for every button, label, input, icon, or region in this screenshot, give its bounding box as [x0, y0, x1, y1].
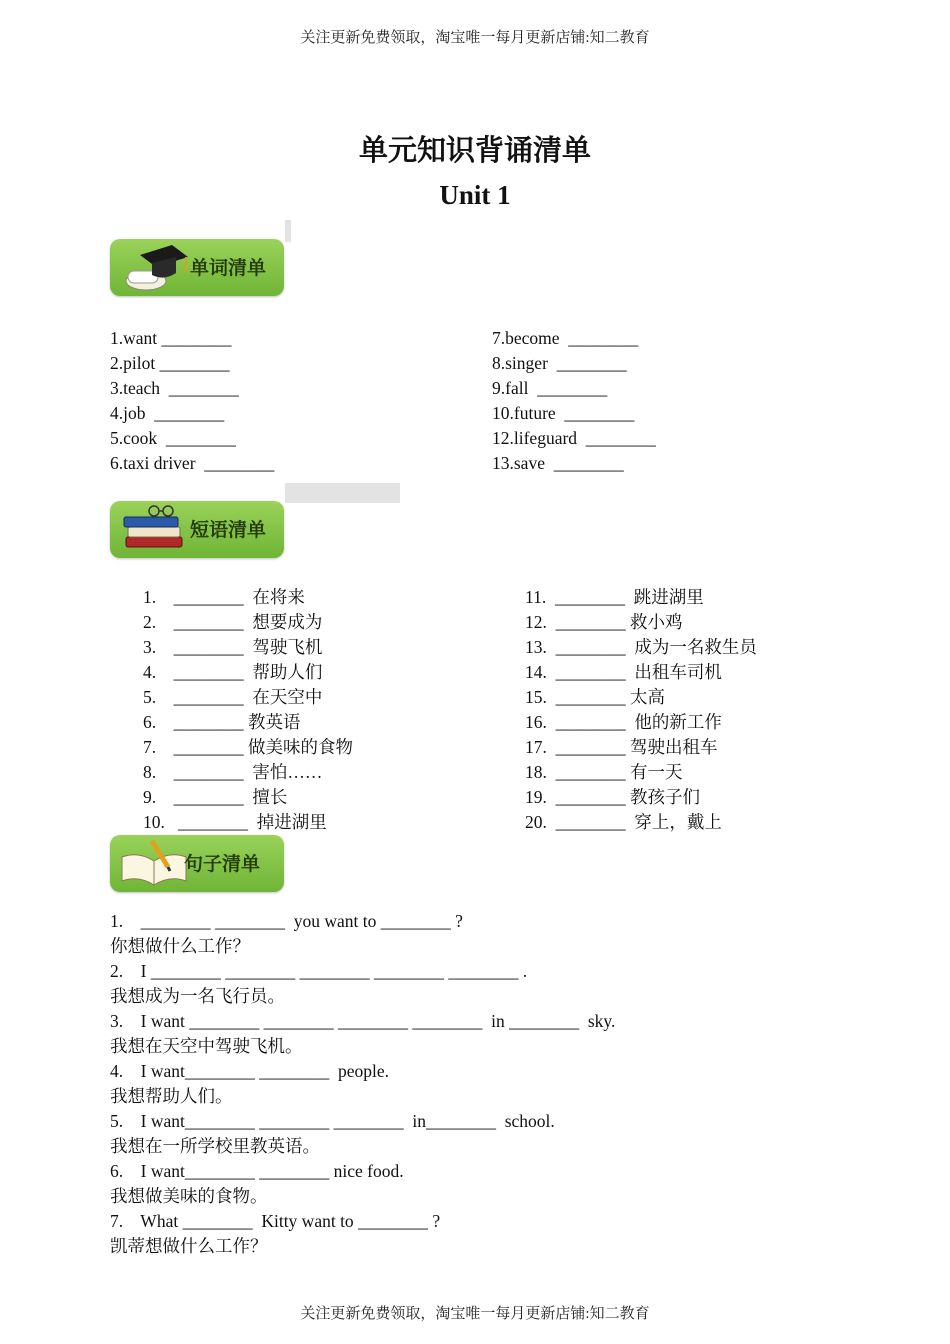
- phrase-item: 10. ________ 掉进湖里: [143, 812, 327, 832]
- phrase-item: 18. ________ 有一天: [525, 762, 683, 782]
- word-item: 6.taxi driver ________: [110, 453, 275, 473]
- sentences-section-label: 句子清单: [184, 853, 261, 875]
- sentence-translation: 我想成为一名飞行员。: [110, 986, 285, 1006]
- sentence-prompt: 1. ________ ________ you want to ________ ?: [110, 911, 463, 931]
- page-header: 关注更新免费领取，淘宝唯一每月更新店铺:知二教育: [300, 30, 650, 46]
- word-item: 10.future ________: [492, 403, 635, 423]
- phrases-section-label: 短语清单: [190, 519, 267, 541]
- sentence-translation: 我想做美味的食物。: [110, 1186, 268, 1206]
- phrase-item: 12. ________ 救小鸡: [525, 612, 683, 632]
- sentence-translation: 我想在一所学校里教英语。: [110, 1136, 320, 1156]
- sentence-prompt: 6. I want________ ________ nice food.: [110, 1161, 404, 1181]
- sentence-translation: 凯蒂想做什么工作？: [110, 1236, 268, 1256]
- graduation-cap-icon: [116, 241, 194, 295]
- phrase-item: 8. ________ 害怕……: [143, 762, 323, 782]
- sentences-section-badge: [110, 835, 284, 892]
- words-section-badge: [110, 239, 284, 296]
- phrase-list-right: [525, 585, 757, 835]
- words-section-label: 单词清单: [190, 257, 267, 279]
- word-item: 7.become ________: [492, 328, 639, 348]
- phrase-item: 13. ________ 成为一名救生员: [525, 637, 757, 657]
- scan-mark: [285, 483, 400, 503]
- word-list-left: [110, 326, 274, 476]
- word-item: 12.lifeguard ________: [492, 428, 656, 448]
- phrase-item: 20. ________ 穿上，戴上: [525, 812, 722, 832]
- phrase-item: 9. ________ 擅长: [143, 787, 288, 807]
- sentence-prompt: 3. I want ________ ________ ________ ________ in ________ sky.: [110, 1011, 616, 1031]
- books-icon: [116, 503, 194, 557]
- phrase-item: 2. ________ 想要成为: [143, 612, 323, 632]
- sentence-translation: 我想帮助人们。: [110, 1086, 233, 1106]
- phrase-item: 4. ________ 帮助人们: [143, 662, 323, 682]
- page-footer: 关注更新免费领取，淘宝唯一每月更新店铺:知二教育: [300, 1306, 650, 1322]
- word-item: 9.fall ________: [492, 378, 608, 398]
- sentence-prompt: 4. I want________ ________ people.: [110, 1061, 389, 1081]
- word-item: 13.save ________: [492, 453, 624, 473]
- open-book-pencil-icon: [116, 837, 194, 891]
- phrase-item: 16. ________ 他的新工作: [525, 712, 722, 732]
- phrases-section-badge: [110, 501, 284, 558]
- sentence-translation: 我想在天空中驾驶飞机。: [110, 1036, 303, 1056]
- word-list-right: [492, 326, 656, 476]
- phrase-list-left: [143, 585, 353, 835]
- phrase-item: 3. ________ 驾驶飞机: [143, 637, 323, 657]
- unit-title: Unit 1: [439, 180, 511, 210]
- phrase-item: 11. ________ 跳进湖里: [525, 587, 704, 607]
- phrase-item: 17. ________ 驾驶出租车: [525, 737, 718, 757]
- sentence-translation: 你想做什么工作？: [110, 936, 250, 956]
- phrase-item: 1. ________ 在将来: [143, 587, 305, 607]
- sentence-prompt: 7. What ________ Kitty want to ________ ?: [110, 1211, 441, 1231]
- sentence-prompt: 5. I want________ ________ ________ in________ school.: [110, 1111, 555, 1131]
- sentence-prompt: 2. I ________ ________ ________ ________ ________ .: [110, 961, 528, 981]
- phrase-item: 14. ________ 出租车司机: [525, 662, 722, 682]
- phrase-item: 7. ________ 做美味的食物: [143, 737, 353, 757]
- word-item: 5.cook ________: [110, 428, 236, 448]
- scan-mark: [285, 220, 291, 242]
- word-item: 3.teach ________: [110, 378, 239, 398]
- word-item: 8.singer ________: [492, 353, 627, 373]
- phrase-item: 19. ________ 教孩子们: [525, 787, 700, 807]
- sentence-list: [110, 909, 615, 1259]
- phrase-item: 5. ________ 在天空中: [143, 687, 323, 707]
- phrase-item: 15. ________ 太高: [525, 687, 665, 707]
- page-title: 单元知识背诵清单: [358, 135, 591, 167]
- word-item: 4.job ________: [110, 403, 225, 423]
- word-item: 2.pilot ________: [110, 353, 230, 373]
- word-item: 1.want ________: [110, 328, 232, 348]
- phrase-item: 6. ________ 教英语: [143, 712, 301, 732]
